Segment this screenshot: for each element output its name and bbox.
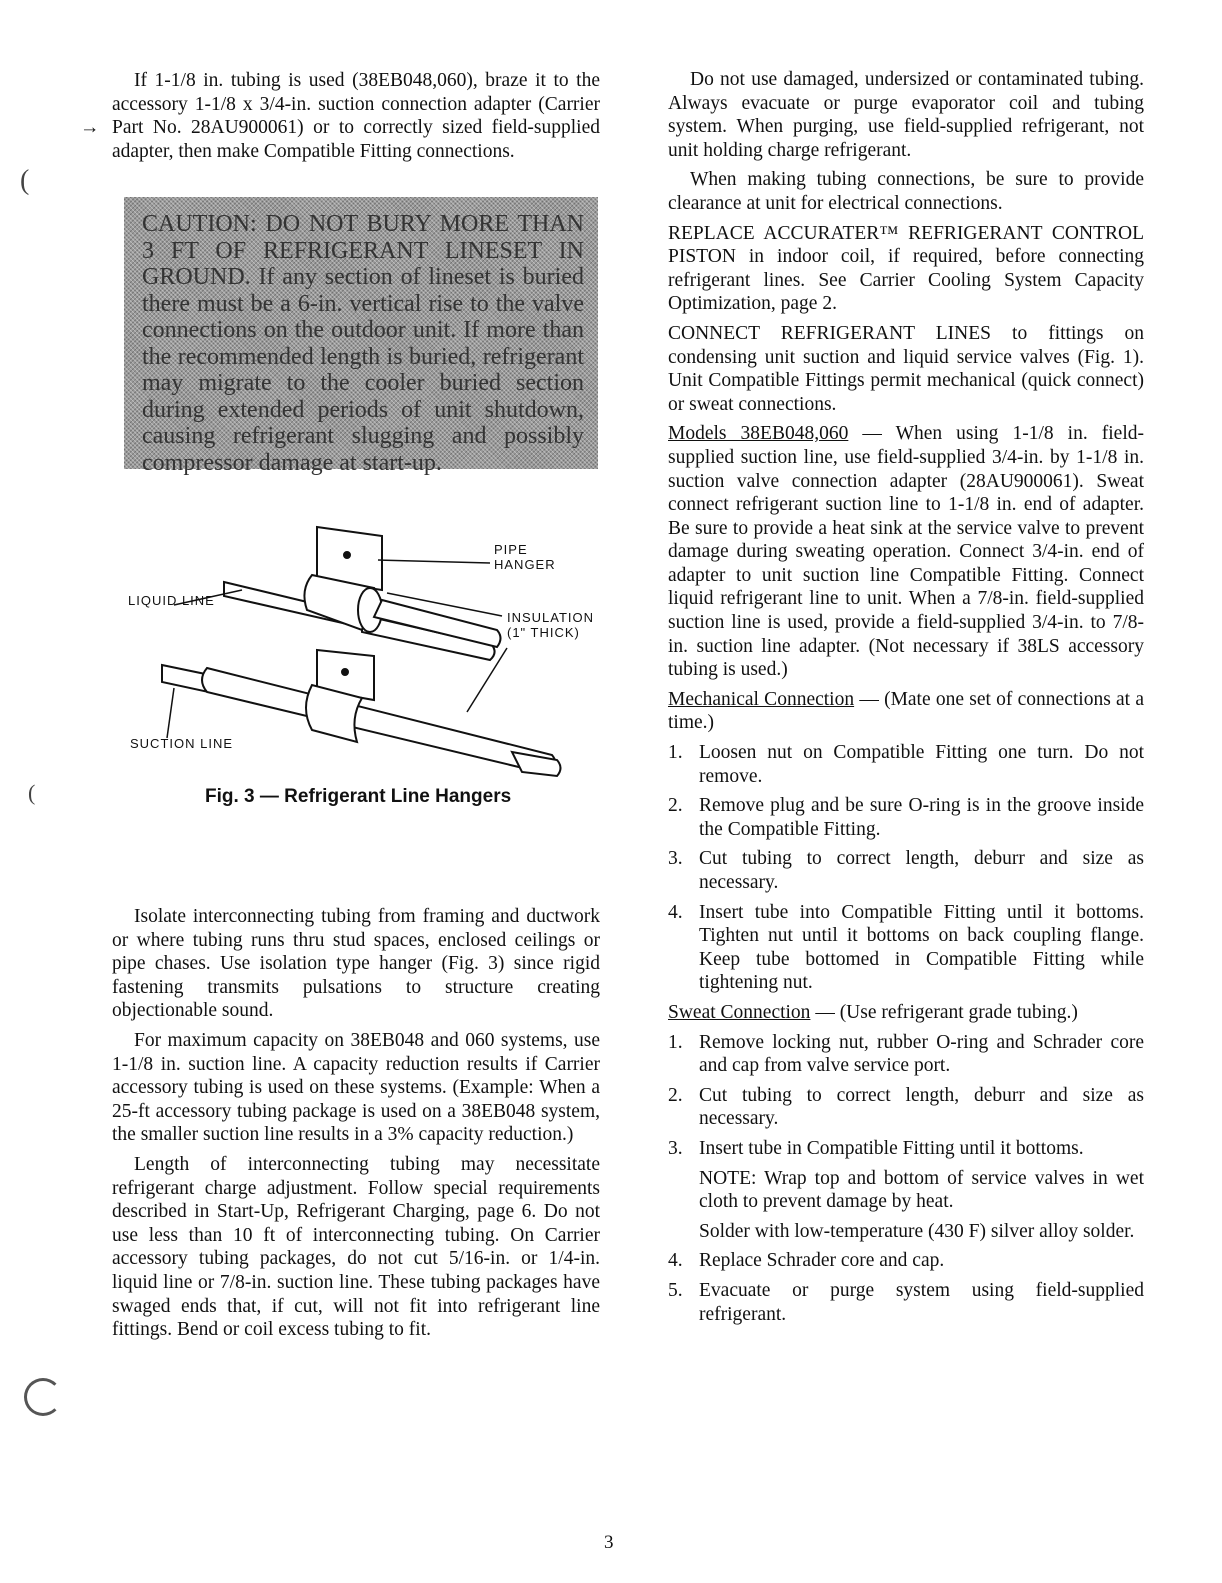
list-item: 2. Remove plug and be sure O-ring is in the groove inside the Compatible Fitting. bbox=[668, 795, 1144, 840]
list-item: 2. Cut tubing to correct length, deburr and size as necessary. bbox=[668, 1084, 1144, 1130]
intro-paragraph: If 1-1/8 in. tubing is used (38EB048,060), braze it to the accessory 1-1/8 x 3/4-in. suction connection adapter (Carrier Part No. 28AU900061) or to correctly sized field-supplied adapter, then make Compatible Fitting connections. bbox=[112, 70, 600, 162]
mechanical-steps bbox=[668, 741, 1144, 995]
heading-mechanical: Mechanical Connection — (Mate one set of connections at a time.) bbox=[668, 688, 1144, 734]
suction-insulation bbox=[202, 668, 556, 775]
sweat-steps bbox=[668, 1031, 1144, 1327]
heading-sweat: Sweat Connection — (Use refrigerant grade tubing.) bbox=[668, 1001, 1078, 1023]
list-item: 1. Remove locking nut, rubber O-ring and Schrader core and cap from valve service port. bbox=[668, 1031, 1144, 1077]
label-insulation: INSULATION (1" THICK) bbox=[507, 610, 595, 640]
figure-3 bbox=[112, 520, 602, 790]
label-pipe-hanger: PIPE HANGER bbox=[494, 542, 556, 572]
list-item: 4. Insert tube into Compatible Fitting until it bottoms. Tighten nut until it bottoms on back coupling flange. Keep tube bottomed in Compatible Fitting while tightening nut. bbox=[668, 901, 1144, 994]
paragraph-connect-lines: CONNECT REFRIGERANT LINES to fittings on condensing unit suction and liquid service valves (Fig. 1). Unit Compatible Fittings permit mechanical (quick connect) or sweat connections. bbox=[668, 322, 1145, 415]
paragraph-models: Models 38EB048,060 — When using 1-1/8 in. field-supplied suction line, use field-supplied 3/4-in. by 1-1/8 in. suction valve connection adapter (28AU900061). Sweat connect refrigerant suction line to 1-1/8 in. end of adapter. Be sure to provide a heat sink at the service valve to prevent damage during sweating operation. Connect 3/4-in. end of adapter to unit suction line Compatible Fitting. Connect liquid refrigerant line to unit. When a 7/8-in. field-supplied suction line is used, provide a field-supplied 3/4-in. to 7/8-in. suction line adapter. (Not necessary if 38LS accessory tubing is used.) bbox=[668, 423, 1144, 681]
scan-mark: ( bbox=[20, 165, 30, 196]
note-wrap: NOTE: Wrap top and bottom of service valves in wet cloth to prevent damage by heat. bbox=[699, 1167, 1144, 1213]
paragraph-length: Length of interconnecting tubing may necessitate refrigerant charge adjustment. Follow special requirements described in Start-Up, Refrigerant Charging, page 6. Do not use less than 10 ft of interconnecting tubing. On Carrier accessory tubing packages, do not cut 5/16-in. or 1/4-in. liquid line or 7/8-in. suction line. These tubing packages have swaged ends that, if cut, will not fit into refrigerant line fittings. Bend or coil excess tubing to fit. bbox=[112, 1153, 600, 1341]
label-suction-line: SUCTION LINE bbox=[130, 736, 234, 751]
left-body bbox=[112, 905, 600, 1348]
list-item: 3. Insert tube in Compatible Fitting until it bottoms. NOTE: Wrap top and bottom of service valves in wet cloth to prevent damage by heat. Solder with low-temperature (430 F) silver alloy solder. bbox=[668, 1137, 1144, 1242]
page-number: 3 bbox=[604, 1532, 614, 1553]
right-column bbox=[668, 68, 1144, 1332]
label-liquid-line: LIQUID LINE bbox=[128, 593, 215, 608]
paragraph-capacity: For maximum capacity on 38EB048 and 060 systems, use 1-1/8 in. suction line. A capacity reduction results if Carrier accessory tubing is used on these systems. (Example: When a 25-ft accessory tubing package is used on a 38EB048 system, the smaller suction line results in a 3% capacity reduction.) bbox=[112, 1029, 600, 1146]
caution-box: CAUTION: DO NOT BURY MORE THAN 3 FT OF REFRIGERANT LINESET IN GROUND. If any section of lineset is buried there must be a 6-in. vertical rise to the valve connections on the outdoor unit. If more than the recommended length is buried, refrigerant may migrate to the cooler buried section during extended periods of unit shutdown, causing refrigerant slugging and possibly compressor damage at start-up. bbox=[124, 197, 598, 469]
list-item: 1. Loosen nut on Compatible Fitting one turn. Do not remove. bbox=[668, 742, 1144, 787]
list-item: 3. Cut tubing to correct length, deburr and size as necessary. bbox=[668, 848, 1144, 893]
list-item: 4. Replace Schrader core and cap. bbox=[668, 1250, 945, 1272]
paragraph-replace-piston: REPLACE ACCURATER™ REFRIGERANT CONTROL PISTON in indoor coil, if required, before connecting refrigerant lines. See Carrier Cooling System Capacity Optimization, page 2. bbox=[668, 222, 1144, 315]
note-solder: Solder with low-temperature (430 F) silver alloy solder. bbox=[699, 1220, 1135, 1242]
paragraph-damaged-tubing: Do not use damaged, undersized or contaminated tubing. Always evacuate or purge evaporator coil and tubing system. When purging, use field-supplied refrigerant, not unit holding charge refrigerant. bbox=[668, 69, 1144, 161]
scan-mark: ( bbox=[28, 780, 36, 805]
change-arrow-icon: → bbox=[80, 117, 100, 138]
paragraph-isolate: Isolate interconnecting tubing from framing and ductwork or where tubing runs thru stud spaces, enclosed ceilings or pipe chases. Use isolation type hanger (Fig. 3) since rigid fastening transmits pulsations to structure creating objectionable sound. bbox=[112, 906, 600, 1022]
figure-caption: Fig. 3 — Refrigerant Line Hangers bbox=[205, 786, 512, 807]
left-intro bbox=[80, 69, 600, 169]
list-item: 5. Evacuate or purge system using field-supplied refrigerant. bbox=[668, 1279, 1144, 1325]
punch-hole-mark bbox=[24, 1378, 62, 1416]
paragraph-clearance: When making tubing connections, be sure to provide clearance at unit for electrical connections. bbox=[668, 169, 1144, 214]
